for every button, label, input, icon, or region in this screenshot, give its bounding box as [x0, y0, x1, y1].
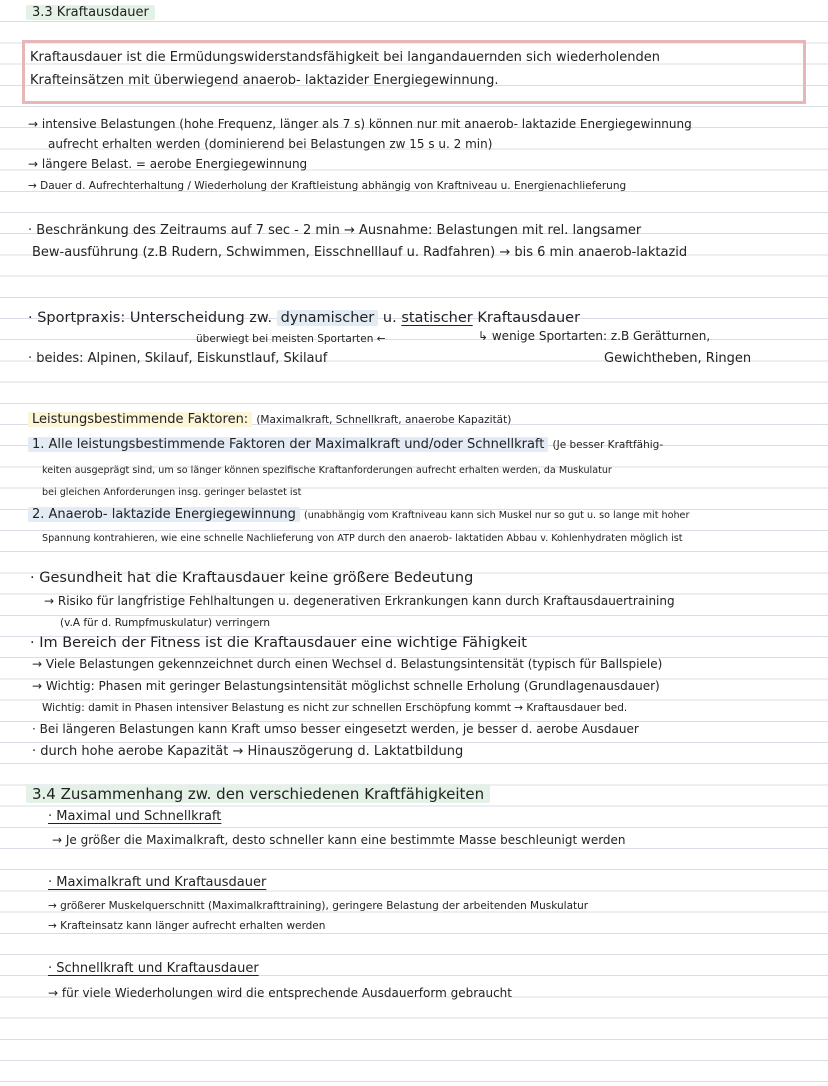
subsection-line: → Krafteinsatz kann länger aufrecht erhalten werden [48, 920, 326, 932]
practice-note-right: ↳ wenige Sportarten: z.B Gerätturnen, [478, 329, 711, 343]
subsection-line: → Je größer die Maximalkraft, desto schneller kann eine bestimmte Masse beschleunigt werden [52, 833, 626, 847]
subheading: · Maximalkraft und Kraftausdauer [48, 875, 267, 890]
fitness-line: · durch hohe aerobe Kapazität → Hinauszögerung d. Laktatbildung [32, 744, 464, 759]
section-34-title: 3.4 Zusammenhang zw. den verschiedenen Kraftfähigkeiten [26, 786, 490, 803]
factor-1-line-2: keiten ausgeprägt sind, um so länger können spezifische Kraftanforderungen aufrecht erhalten werden, da Muskulatur [42, 465, 612, 476]
note-line: → längere Belast. = aerobe Energiegewinnung [28, 157, 308, 171]
definition-line-2: Krafteinsätzen mit überwiegend anaerob- laktazider Energiegewinnung. [30, 73, 499, 88]
subsection-line: → größerer Muskelquerschnitt (Maximalkrafttraining), geringere Belastung der arbeitenden Muskulatur [48, 900, 589, 912]
factor-1: 1. Alle leistungsbestimmende Faktoren der Maximalkraft und/oder Schnellkraft (Je besser Kraftfähig- [28, 438, 663, 453]
note-line: aufrecht erhalten werden (dominierend bei Belastungen zw 15 s u. 2 min) [48, 137, 493, 151]
practice-note-right-2: Gewichtheben, Ringen [604, 351, 752, 366]
definition-line-1: Kraftausdauer ist die Ermüdungswiderstandsfähigkeit bei langandauernden sich wiederholenden [30, 50, 661, 65]
fitness-line: → Wichtig: Phasen mit geringer Belastungsintensität möglichst schnelle Erholung (Grundlagenausdauer) [32, 679, 660, 693]
restriction-line-1: · Beschränkung des Zeitraums auf 7 sec - 2 min → Ausnahme: Belastungen mit rel. langsamer [28, 223, 642, 238]
factors-heading: Leistungsbestimmende Faktoren: (Maximalkraft, Schnellkraft, anaerobe Kapazität) [28, 413, 511, 428]
practice-note-left: überwiegt bei meisten Sportarten ← [196, 333, 386, 345]
subsection-line: → für viele Wiederholungen wird die entsprechende Ausdauerform gebraucht [48, 986, 512, 1000]
page-title: 3.3 Kraftausdauer [26, 6, 155, 21]
factor-1-line-3: bei gleichen Anforderungen insg. geringer belastet ist [42, 487, 302, 498]
factor-2-line-2: Spannung kontrahieren, wie eine schnelle Nachlieferung von ATP durch den anaerob- laktatiden Abbau v. Kohlenhydraten möglich ist [42, 533, 683, 544]
fitness-line: Wichtig: damit in Phasen intensiver Belastung es nicht zur schnellen Erschöpfung kommt → Kraftausdauer bed. [42, 702, 628, 714]
health-heading: · Gesundheit hat die Kraftausdauer keine größere Bedeutung [30, 570, 474, 586]
dynamic-term: dynamischer [277, 310, 379, 326]
note-line: → intensive Belastungen (hohe Frequenz, länger als 7 s) können nur mit anaerob- laktazide Energiegewinnung [28, 117, 692, 131]
restriction-line-2: Bew-ausführung (z.B Rudern, Schwimmen, Eisschnelllauf u. Radfahren) → bis 6 min anaerob-laktazid [32, 245, 688, 260]
health-line: → Risiko für langfristige Fehlhaltungen u. degenerativen Erkrankungen kann durch Kraftausdauertraining [44, 594, 675, 608]
fitness-line: · Bei längeren Belastungen kann Kraft umso besser eingesetzt werden, je besser d. aerobe Ausdauer [32, 722, 639, 736]
subheading: · Schnellkraft und Kraftausdauer [48, 961, 259, 976]
fitness-heading: · Im Bereich der Fitness ist die Kraftausdauer eine wichtige Fähigkeit [30, 635, 527, 651]
fitness-line: → Viele Belastungen gekennzeichnet durch einen Wechsel d. Belastungsintensität (typisch für Ballspiele) [32, 657, 663, 671]
practice-both: · beides: Alpinen, Skilauf, Eiskunstlauf, Skilauf [28, 351, 328, 366]
health-line: (v.A für d. Rumpfmuskulatur) verringern [60, 617, 271, 629]
note-line: → Dauer d. Aufrechterhaltung / Wiederholung der Kraftleistung abhängig von Kraftniveau u. Energienachlieferung [28, 180, 627, 192]
factor-2: 2. Anaerob- laktazide Energiegewinnung (unabhängig vom Kraftniveau kann sich Muskel nur so gut u. so lange mit hoher [28, 508, 689, 523]
static-term: statischer [401, 310, 473, 326]
practice-line: · Sportpraxis: Unterscheidung zw. dynamischer u. statischer Kraftausdauer [28, 310, 581, 326]
subheading: · Maximal und Schnellkraft [48, 809, 222, 824]
